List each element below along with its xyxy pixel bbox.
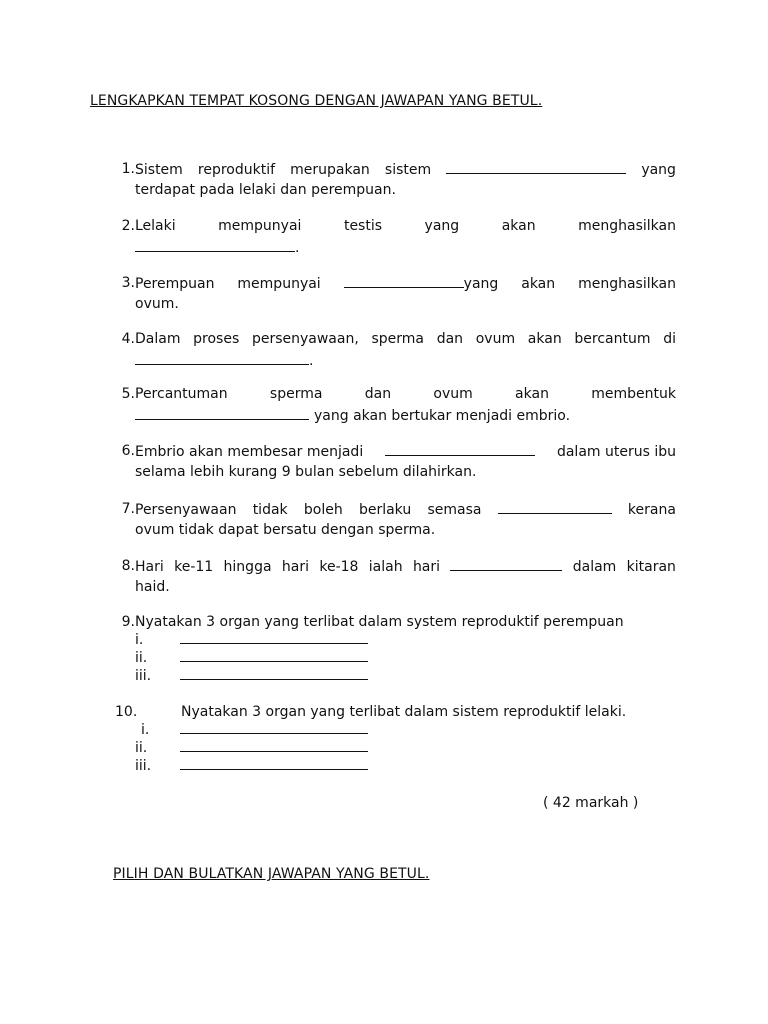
question-number: 2. (121, 218, 135, 234)
question-4 (110, 329, 676, 371)
question-line: . (135, 350, 676, 371)
section-heading-fill-blanks: LENGKAPKAN TEMPAT KOSONG DENGAN JAWAPAN YANG BETUL. (90, 93, 543, 109)
sub-answer-row: ii. (135, 739, 368, 757)
question-10-text: Nyatakan 3 organ yang terlibat dalam sistem reproduktif lelaki. (181, 704, 627, 720)
sub-answer-row: iii. (135, 757, 368, 775)
marks-note: ( 42 markah ) (543, 795, 639, 811)
question-line: ovum. (135, 296, 179, 312)
question-line: ovum tidak dapat bersatu dengan sperma. (135, 522, 436, 538)
sub-answer-row: ii. (135, 649, 676, 667)
question-number: 6. (121, 443, 135, 459)
answer-blank[interactable] (180, 739, 368, 752)
question-line: Nyatakan 3 organ yang terlibat dalam system reproduktif perempuan (135, 614, 624, 630)
question-6 (110, 441, 676, 483)
question-number: 9. (121, 614, 135, 630)
question-2 (110, 216, 676, 258)
answer-blank[interactable] (180, 667, 368, 680)
question-number: 8. (121, 558, 135, 574)
question-line: Embrio akan membesar menjadi dalam uterus ibu (135, 441, 676, 462)
question-line: terdapat pada lelaki dan perempuan. (135, 182, 396, 198)
question-number: 5. (121, 386, 135, 402)
answer-blank[interactable] (446, 159, 626, 174)
question-line: Percantuman sperma dan ovum akan membentuk (135, 386, 676, 402)
sub-answer-row: i. (135, 721, 368, 739)
answer-blank[interactable] (180, 757, 368, 770)
answer-blank[interactable] (498, 499, 612, 514)
question-line: Dalam proses persenyawaan, sperma dan ovum akan bercantum di (135, 331, 676, 347)
question-line: haid. (135, 579, 170, 595)
section-heading-multiple-choice: PILIH DAN BULATKAN JAWAPAN YANG BETUL. (113, 866, 430, 882)
sub-answer-list (135, 631, 676, 685)
question-line: . (135, 237, 676, 258)
question-number: 7. (121, 501, 135, 517)
question-line: Perempuan mempunyai yang akan menghasilkan (135, 273, 676, 294)
question-line: Sistem reproduktif merupakan sistem yang (135, 159, 676, 180)
question-5 (110, 384, 676, 426)
answer-blank[interactable] (180, 721, 368, 734)
sub-answer-row: iii. (135, 667, 676, 685)
answer-blank[interactable] (135, 350, 309, 365)
answer-blank[interactable] (180, 649, 368, 662)
question-3 (110, 273, 676, 315)
question-line: selama lebih kurang 9 bulan sebelum dilahirkan. (135, 464, 477, 480)
question-9 (110, 612, 676, 685)
question-line: Persenyawaan tidak boleh berlaku semasa kerana (135, 499, 676, 520)
question-line: Hari ke-11 hingga hari ke-18 ialah hari dalam kitaran (135, 556, 676, 577)
answer-blank[interactable] (450, 556, 562, 571)
answer-blank[interactable] (135, 405, 309, 420)
question-number: 4. (121, 331, 135, 347)
sub-answer-row: i. (135, 631, 676, 649)
question-number: 3. (121, 275, 135, 291)
question-line: Lelaki mempunyai testis yang akan menghasilkan (135, 218, 676, 234)
question-1 (110, 159, 676, 201)
question-10-number: 10. (115, 704, 138, 720)
question-8 (110, 556, 676, 598)
question-7 (110, 499, 676, 541)
question-10-sub-answer-list (135, 721, 368, 775)
answer-blank[interactable] (385, 441, 535, 456)
answer-blank[interactable] (344, 273, 464, 288)
answer-blank[interactable] (135, 237, 295, 252)
question-line: yang akan bertukar menjadi embrio. (135, 405, 676, 426)
question-number: 1. (121, 161, 135, 177)
answer-blank[interactable] (180, 631, 368, 644)
